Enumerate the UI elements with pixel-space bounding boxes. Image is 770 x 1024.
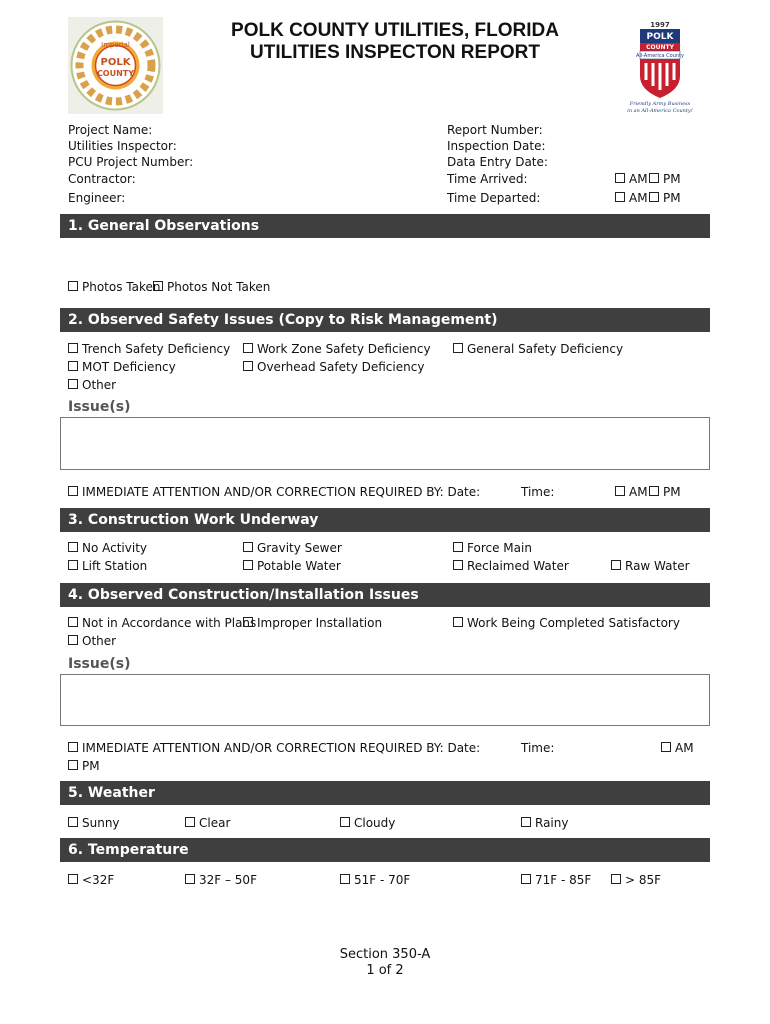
section-6-header: 6. Temperature <box>60 838 710 862</box>
photos-not-taken-checkbox[interactable]: Photos Not Taken <box>153 280 270 294</box>
potable-water-checkbox[interactable]: Potable Water <box>243 559 341 573</box>
construction-pm-checkbox[interactable]: PM <box>68 759 100 773</box>
construction-time-label: Time: <box>521 741 555 755</box>
lift-station-checkbox[interactable]: Lift Station <box>68 559 147 573</box>
seal-text-1: Imperial <box>101 41 130 49</box>
arrived-pm-checkbox[interactable]: PM <box>649 172 681 186</box>
report-title-line2: UTILITIES INSPECTON REPORT <box>250 42 540 63</box>
safety-pm-checkbox[interactable]: PM <box>649 485 681 499</box>
construction-immediate-attention-checkbox[interactable]: IMMEDIATE ATTENTION AND/OR CORRECTION REQUIRED BY: Date: <box>68 741 480 755</box>
project-name-label: Project Name: <box>68 123 153 137</box>
section-3-header: 3. Construction Work Underway <box>60 508 710 532</box>
no-activity-checkbox[interactable]: No Activity <box>68 541 147 555</box>
gravity-sewer-checkbox[interactable]: Gravity Sewer <box>243 541 342 555</box>
all-america-county-logo <box>626 18 694 114</box>
badge-county: COUNTY <box>646 44 674 51</box>
construction-am-checkbox[interactable]: AM <box>661 741 694 755</box>
photos-taken-checkbox[interactable]: Photos Taken <box>68 280 161 294</box>
contractor-label: Contractor: <box>68 172 136 186</box>
section-4-header: 4. Observed Construction/Installation Issues <box>60 583 710 607</box>
rainy-checkbox[interactable]: Rainy <box>521 816 568 830</box>
trench-safety-checkbox[interactable]: Trench Safety Deficiency <box>68 342 230 356</box>
improper-installation-checkbox[interactable]: Improper Installation <box>243 616 382 630</box>
badge-polk: POLK <box>646 32 674 42</box>
safety-issues-heading: Issue(s) <box>68 399 131 415</box>
utilities-inspector-label: Utilities Inspector: <box>68 139 177 153</box>
badge-year: 1997 <box>650 21 670 29</box>
temp-51-70-checkbox[interactable]: 51F - 70F <box>340 873 410 887</box>
general-safety-checkbox[interactable]: General Safety Deficiency <box>453 342 623 356</box>
mot-deficiency-checkbox[interactable]: MOT Deficiency <box>68 360 176 374</box>
construction-issues-textbox[interactable] <box>60 674 710 726</box>
time-arrived-label: Time Arrived: <box>447 172 528 186</box>
county-seal-logo <box>68 17 163 114</box>
clear-checkbox[interactable]: Clear <box>185 816 230 830</box>
construction-other-checkbox[interactable]: Other <box>68 634 116 648</box>
temp-above-85-checkbox[interactable]: > 85F <box>611 873 661 887</box>
footer-section: Section 350-A <box>339 947 431 962</box>
safety-time-label: Time: <box>521 485 555 499</box>
badge-tagline-1: Friendly Army Business <box>629 101 691 107</box>
pcu-project-number-label: PCU Project Number: <box>68 155 194 169</box>
safety-other-checkbox[interactable]: Other <box>68 378 116 392</box>
raw-water-checkbox[interactable]: Raw Water <box>611 559 690 573</box>
force-main-checkbox[interactable]: Force Main <box>453 541 532 555</box>
departed-am-checkbox[interactable]: AM <box>615 191 648 205</box>
temp-below-32-checkbox[interactable]: <32F <box>68 873 114 887</box>
inspection-date-label: Inspection Date: <box>447 139 546 153</box>
work-satisfactory-checkbox[interactable]: Work Being Completed Satisfactory <box>453 616 680 630</box>
section-1-header: 1. General Observations <box>60 214 710 238</box>
engineer-label: Engineer: <box>68 191 126 205</box>
time-departed-label: Time Departed: <box>447 191 541 205</box>
construction-issues-heading: Issue(s) <box>68 656 131 672</box>
badge-tagline-2: in an All-America County! <box>627 108 693 114</box>
report-number-label: Report Number: <box>447 123 543 137</box>
seal-text-2: POLK <box>100 57 131 68</box>
arrived-am-checkbox[interactable]: AM <box>615 172 648 186</box>
badge-all-america: All-America County <box>636 53 684 59</box>
cloudy-checkbox[interactable]: Cloudy <box>340 816 395 830</box>
temp-71-85-checkbox[interactable]: 71F - 85F <box>521 873 591 887</box>
section-5-header: 5. Weather <box>60 781 710 805</box>
departed-pm-checkbox[interactable]: PM <box>649 191 681 205</box>
safety-immediate-attention-checkbox[interactable]: IMMEDIATE ATTENTION AND/OR CORRECTION REQUIRED BY: Date: <box>68 485 480 499</box>
sunny-checkbox[interactable]: Sunny <box>68 816 120 830</box>
overhead-safety-checkbox[interactable]: Overhead Safety Deficiency <box>243 360 424 374</box>
reclaimed-water-checkbox[interactable]: Reclaimed Water <box>453 559 569 573</box>
work-zone-safety-checkbox[interactable]: Work Zone Safety Deficiency <box>243 342 431 356</box>
footer-page-number: 1 of 2 <box>366 963 404 978</box>
section-2-header: 2. Observed Safety Issues (Copy to Risk Management) <box>60 308 710 332</box>
data-entry-date-label: Data Entry Date: <box>447 155 548 169</box>
safety-am-checkbox[interactable]: AM <box>615 485 648 499</box>
report-title-line1: POLK COUNTY UTILITIES, FLORIDA <box>231 20 559 41</box>
not-in-accordance-checkbox[interactable]: Not in Accordance with Plans <box>68 616 256 630</box>
seal-text-3: COUNTY <box>96 69 135 78</box>
safety-issues-textbox[interactable] <box>60 417 710 470</box>
temp-32-50-checkbox[interactable]: 32F – 50F <box>185 873 257 887</box>
